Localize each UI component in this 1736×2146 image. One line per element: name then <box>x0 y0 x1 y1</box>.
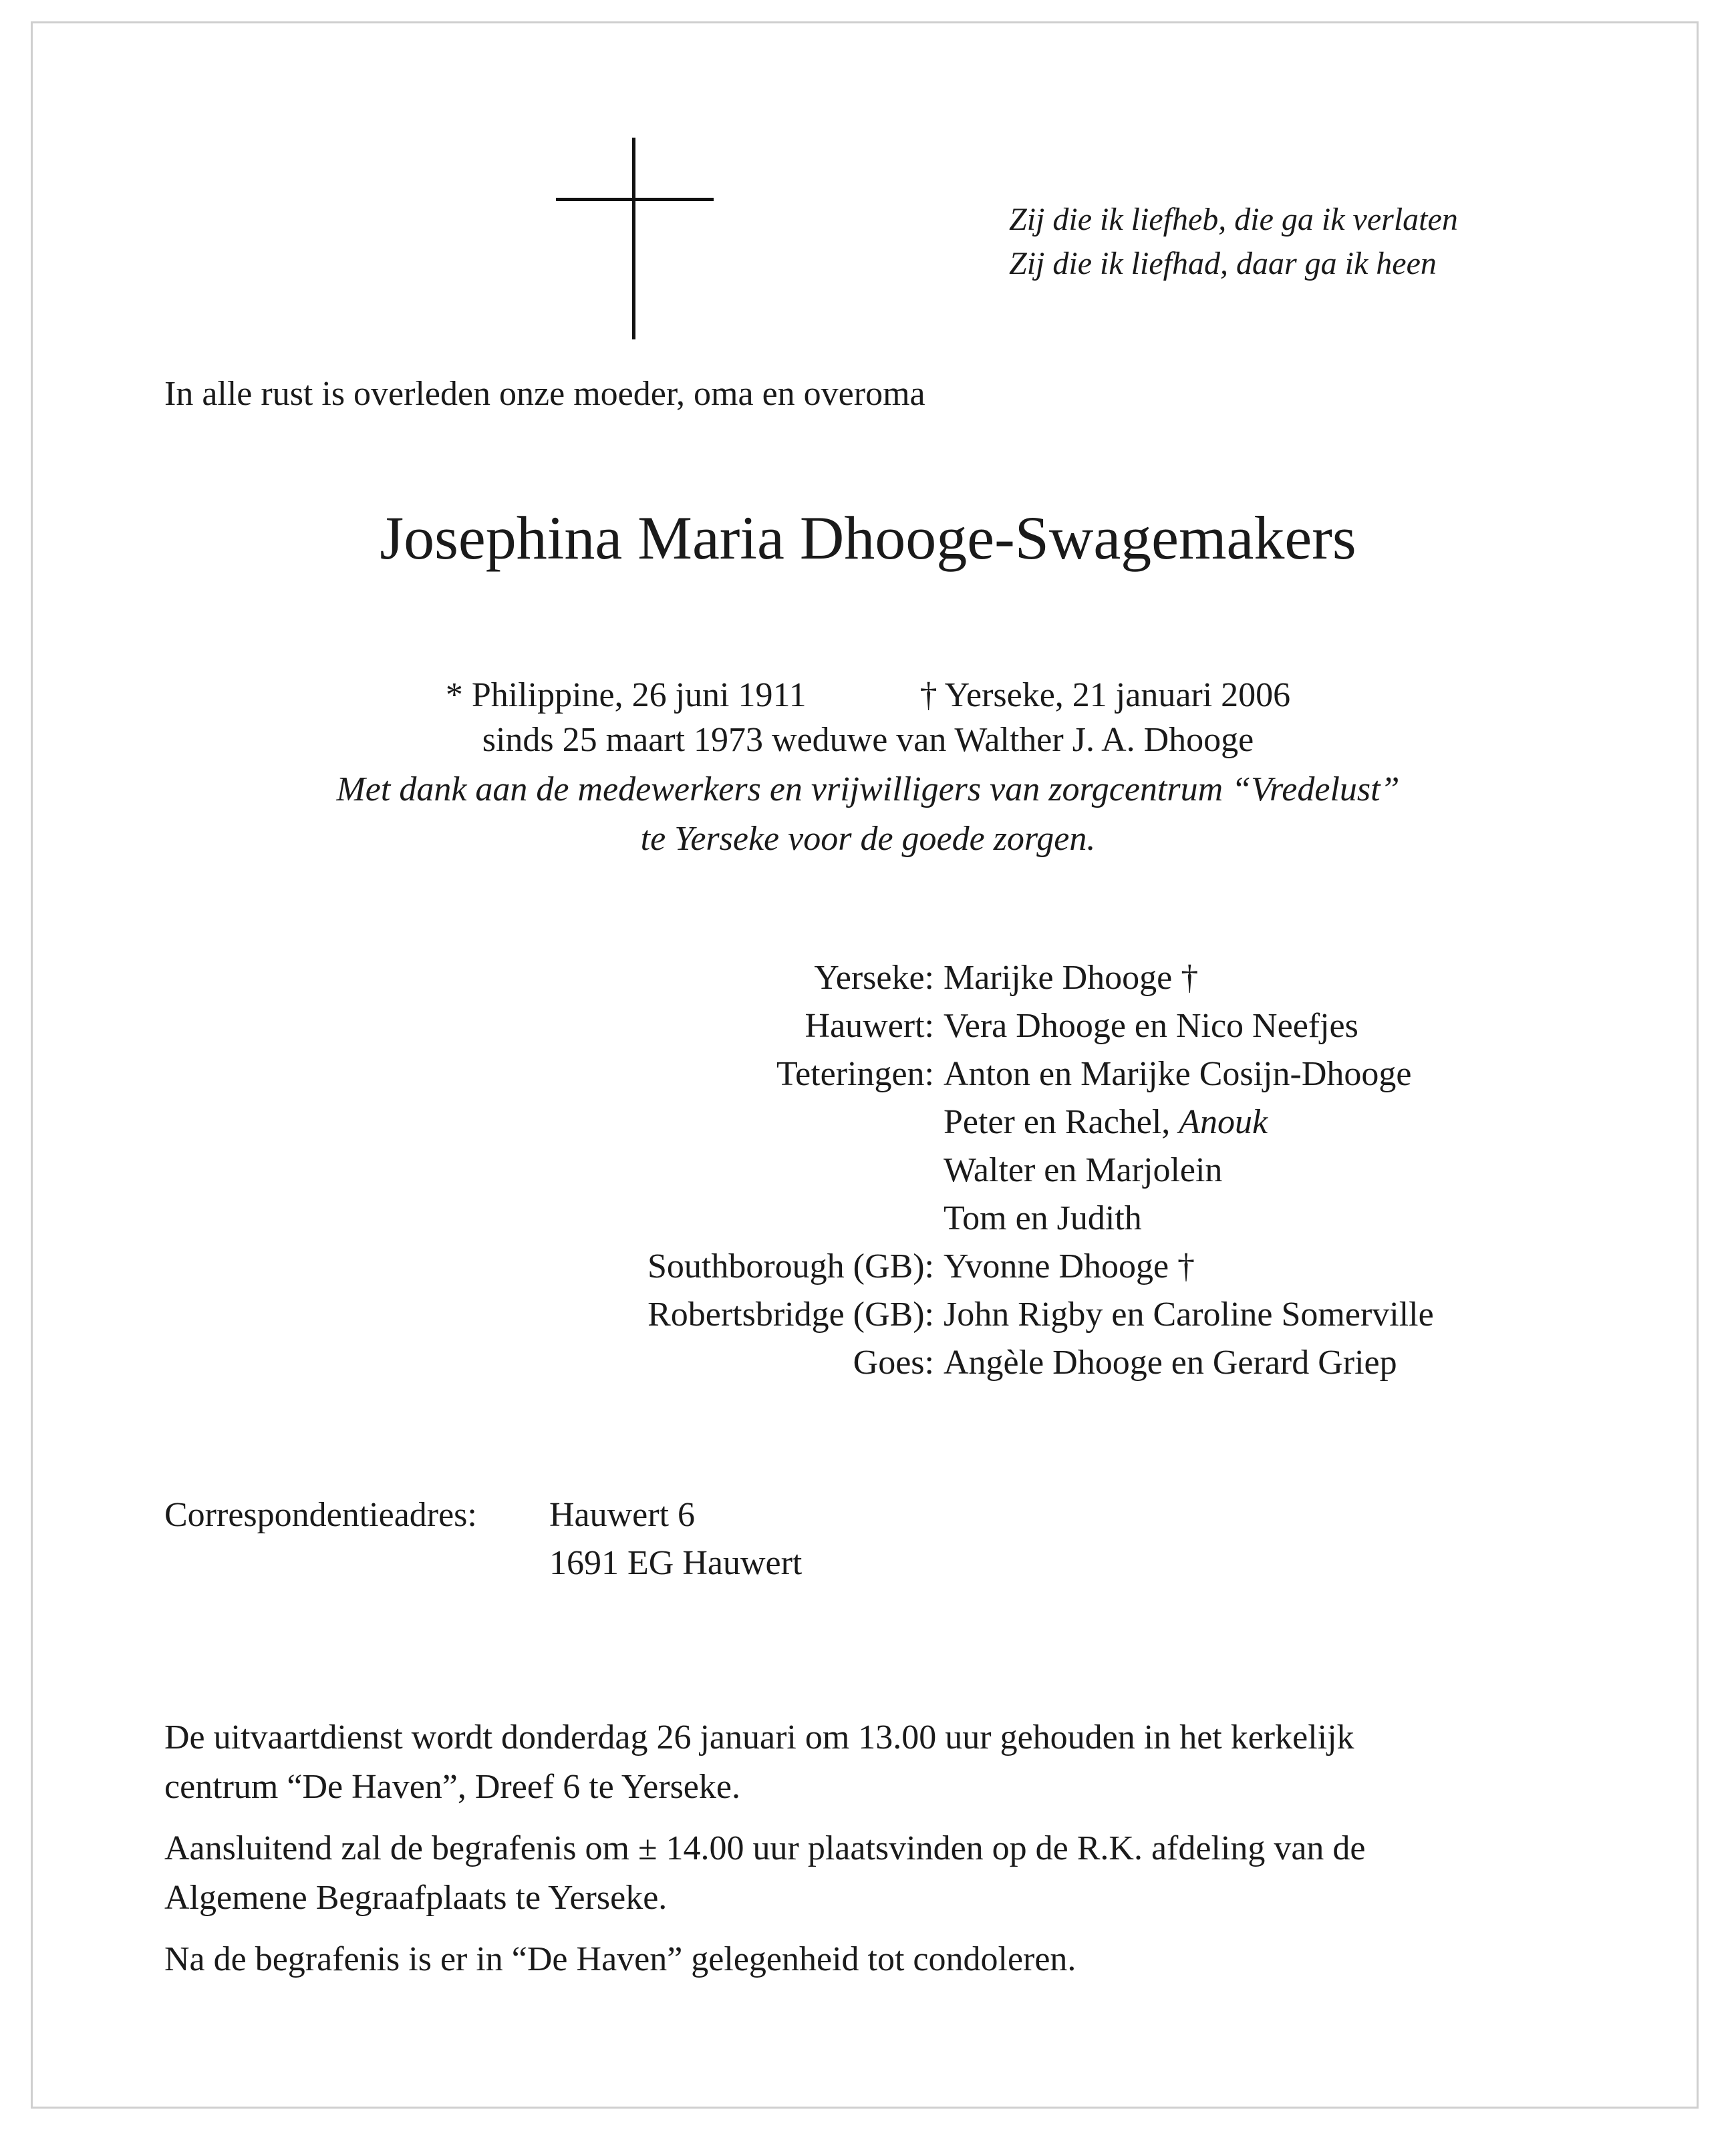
deceased-name: Josephina Maria Dhooge-Swagemakers <box>380 504 1356 572</box>
family-members-text: Tom en Judith <box>944 1199 1142 1237</box>
family-row <box>0 1054 1736 1102</box>
family-members <box>944 1295 1434 1334</box>
condolence-paragraph: Na de begrafenis is er in “De Haven” gelegenheid tot condoleren. <box>164 1940 1076 1978</box>
correspondence-label: Correspondentieadres: <box>164 1496 477 1534</box>
family-members-italic: Anouk <box>1179 1103 1268 1141</box>
family-place: Goes: <box>853 1344 934 1382</box>
family-members <box>944 1054 1411 1094</box>
family-members-text: Angèle Dhooge en Gerard Griep <box>944 1344 1397 1382</box>
family-row <box>0 1199 1736 1247</box>
thanks-line-1: Met dank aan de medewerkers en vrijwilligers van zorgcentrum “Vredelust” <box>336 770 1400 808</box>
service-paragraph <box>164 1713 1354 1812</box>
widow-line: sinds 25 maart 1973 weduwe van Walther J. A. Dhooge <box>482 721 1254 759</box>
family-place: Hauwert: <box>805 1007 934 1045</box>
family-place: Teteringen: <box>776 1055 934 1093</box>
motto <box>1009 198 1458 286</box>
family-members-text: Peter en Rachel, <box>944 1103 1179 1141</box>
family-row <box>0 1006 1736 1054</box>
family-members <box>944 1343 1397 1382</box>
thanks-line-2: te Yerseke voor de goede zorgen. <box>640 820 1096 858</box>
burial-line-2: Algemene Begraafplaats te Yerseke. <box>164 1879 668 1917</box>
family-members <box>944 1247 1195 1286</box>
family-row <box>0 1295 1736 1343</box>
cross-vertical-bar <box>632 138 635 339</box>
family-members <box>944 1199 1142 1238</box>
family-place: Yerseke: <box>814 959 934 997</box>
family-members-text: Anton en Marijke Cosijn-Dhooge <box>944 1055 1412 1093</box>
service-line-1: De uitvaartdienst wordt donderdag 26 januari om 13.00 uur gehouden in het kerkelijk <box>164 1718 1354 1756</box>
service-line-2: centrum “De Haven”, Dreef 6 te Yerseke. <box>164 1768 740 1806</box>
correspondence-address <box>164 1491 966 1598</box>
family-members <box>944 958 1198 998</box>
family-members <box>944 1151 1222 1190</box>
family-members-text: Yvonne Dhooge † <box>944 1247 1195 1285</box>
burial-line-1: Aansluitend zal de begrafenis om ± 14.00 uur plaatsvinden op de R.K. afdeling van de <box>164 1829 1366 1867</box>
correspondence-street: Hauwert 6 <box>549 1496 696 1534</box>
family-members-text: Marijke Dhooge † <box>944 959 1199 997</box>
family-row <box>0 1343 1736 1391</box>
family-members <box>944 1006 1358 1046</box>
family-row <box>0 958 1736 1006</box>
birth-date: * Philippine, 26 juni 1911 <box>445 676 807 714</box>
intro-text: In alle rust is overleden onze moeder, oma en overoma <box>164 375 925 413</box>
family-row <box>0 1151 1736 1199</box>
family-row <box>0 1102 1736 1151</box>
cross-horizontal-bar <box>556 198 714 201</box>
family-list <box>0 958 1736 1391</box>
family-members-text: Walter en Marjolein <box>944 1151 1223 1189</box>
correspondence-lines <box>549 1491 802 1587</box>
motto-line-2: Zij die ik liefhad, daar ga ik heen <box>1009 246 1437 281</box>
burial-paragraph <box>164 1824 1366 1923</box>
family-place: Robertsbridge (GB): <box>647 1295 934 1334</box>
death-date: † Yerseke, 21 januari 2006 <box>919 676 1291 714</box>
motto-line-1: Zij die ik liefheb, die ga ik verlaten <box>1009 202 1458 237</box>
family-row <box>0 1247 1736 1295</box>
correspondence-postal: 1691 EG Hauwert <box>549 1544 803 1582</box>
family-members-text: Vera Dhooge en Nico Neefjes <box>944 1007 1358 1045</box>
family-place: Southborough (GB): <box>647 1247 934 1285</box>
family-members <box>944 1102 1268 1142</box>
family-members-text: John Rigby en Caroline Somerville <box>944 1295 1434 1334</box>
life-dates <box>0 671 1736 720</box>
